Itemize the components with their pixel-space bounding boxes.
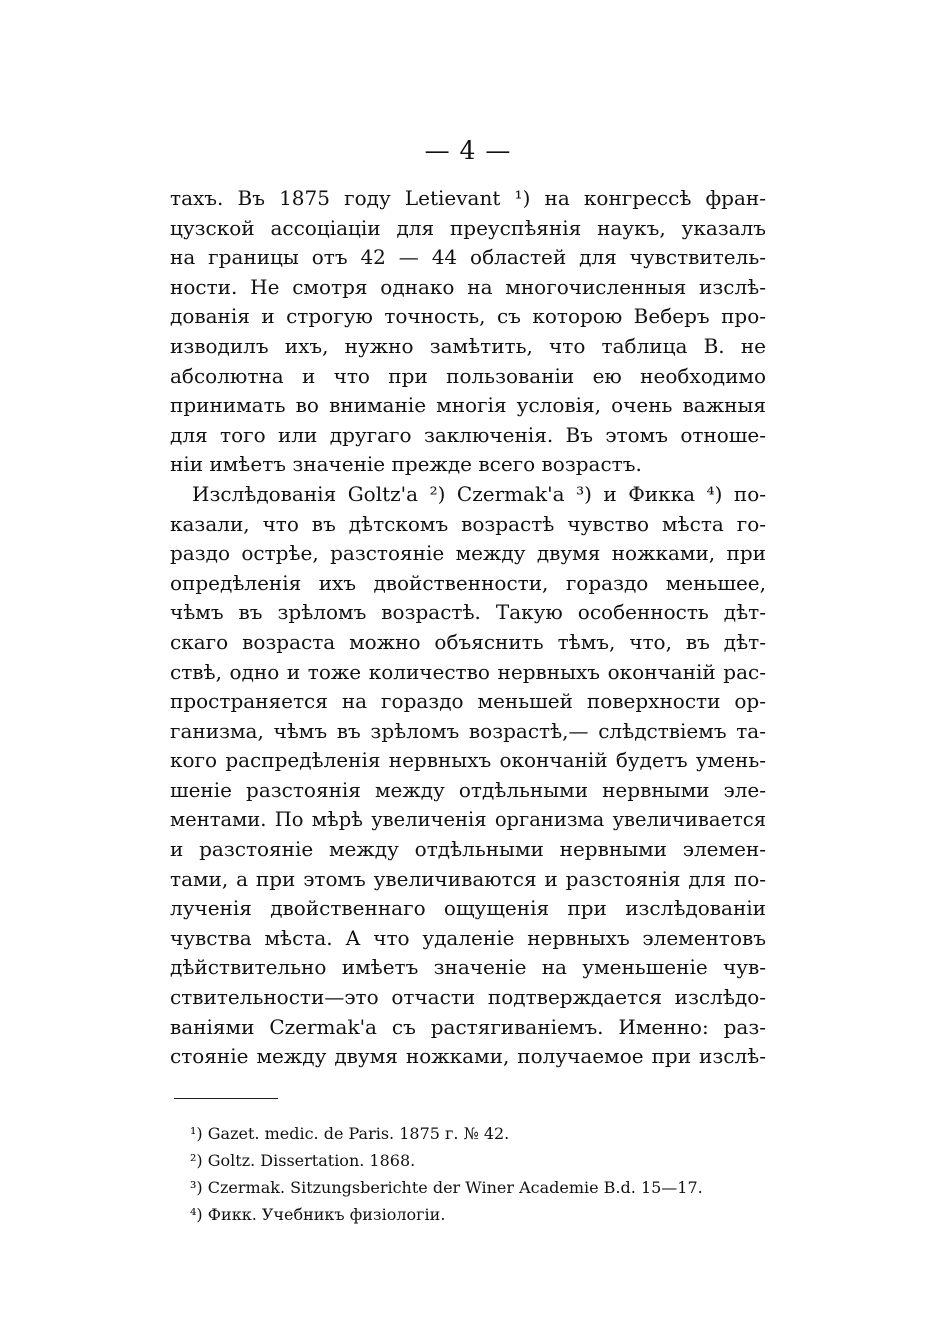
text-line: ствительности—это отчасти подтверждается изслѣдо- xyxy=(170,985,766,1010)
text-line: изводилъ ихъ, нужно замѣтить, что таблица В. не xyxy=(170,333,766,358)
body-text xyxy=(170,184,766,1072)
footnote-4: ⁴) Фикк. Учебникъ физіологіи. xyxy=(190,1205,446,1224)
text-line: лученія двойственнаго ощущенія при изслѣдованіи xyxy=(170,896,766,921)
text-line: цузской ассоціаціи для преуспѣянія наукъ, указалъ xyxy=(170,215,766,240)
text-line: пространяется на гораздо меньшей поверхности ор- xyxy=(170,689,766,714)
text-line: скаго возраста можно объяснить тѣмъ, что, въ дѣт- xyxy=(170,629,766,654)
text-line-paragraph-start: Изслѣдованія Goltz'a ²) Czermak'a ³) и Фикка ⁴) по- xyxy=(192,481,766,506)
text-line: принимать во вниманіе многія условія, очень важныя xyxy=(170,393,766,418)
text-line: для того или другаго заключенія. Въ этомъ отноше- xyxy=(170,422,766,447)
text-line: тами, а при этомъ увеличиваются и разстоянія для по- xyxy=(170,866,766,891)
footnote-1: ¹) Gazet. medic. de Paris. 1875 г. № 42. xyxy=(190,1124,510,1143)
text-line: чѣмъ въ зрѣломъ возрастѣ. Такую особенность дѣт- xyxy=(170,600,766,625)
text-line: чувства мѣста. А что удаленіе нервныхъ элементовъ xyxy=(170,925,766,950)
text-line: дованія и строгую точность, съ которою Веберъ про- xyxy=(170,304,766,329)
footnotes xyxy=(190,1120,770,1228)
text-line: ваніями Czermak'a съ растягиваніемъ. Именно: раз- xyxy=(170,1014,766,1039)
text-line: кого распредѣленія нервныхъ окончаній будетъ умень- xyxy=(170,748,766,773)
text-line: шеніе разстоянія между отдѣльными нервными эле- xyxy=(170,777,766,802)
text-line-paragraph-end: ніи имѣетъ значеніе прежде всего возрастъ. xyxy=(170,452,642,477)
text-line: опредѣленія ихъ двойственности, гораздо меньшее, xyxy=(170,570,766,595)
footnote-divider xyxy=(174,1098,278,1099)
footnote-2: ²) Goltz. Dissertation. 1868. xyxy=(190,1151,416,1170)
text-line: ментами. По мѣрѣ увеличенія организма увеличивается xyxy=(170,808,766,832)
text-line: казали, что въ дѣтскомъ возрастѣ чувство мѣста го- xyxy=(170,511,766,536)
footnote-3: ³) Czermak. Sitzungsberichte der Winer Academie B.d. 15—17. xyxy=(190,1178,703,1197)
page-number: — 4 — xyxy=(424,136,512,165)
text-line: абсолютна и что при пользованіи ею необходимо xyxy=(170,363,766,388)
text-line: раздо острѣе, разстояніе между двумя ножками, при xyxy=(170,541,766,566)
text-line: тахъ. Въ 1875 году Letievant ¹) на конгрессѣ фран- xyxy=(170,186,766,210)
text-line: и разстояніе между отдѣльными нервными элемен- xyxy=(170,837,766,862)
text-line: стояніе между двумя ножками, получаемое при изслѣ- xyxy=(170,1044,766,1069)
text-line: на границы отъ 42 — 44 областей для чувствитель- xyxy=(170,245,766,270)
text-line: ганизма, чѣмъ въ зрѣломъ возрастѣ,— слѣдствіемъ та- xyxy=(170,718,766,743)
text-line: дѣйствительно имѣетъ значеніе на уменьшеніе чув- xyxy=(170,955,766,980)
text-line: ности. Не смотря однако на многочисленныя изслѣ- xyxy=(170,274,766,299)
text-line: ствѣ, одно и тоже количество нервныхъ окончаній рас- xyxy=(170,659,766,684)
